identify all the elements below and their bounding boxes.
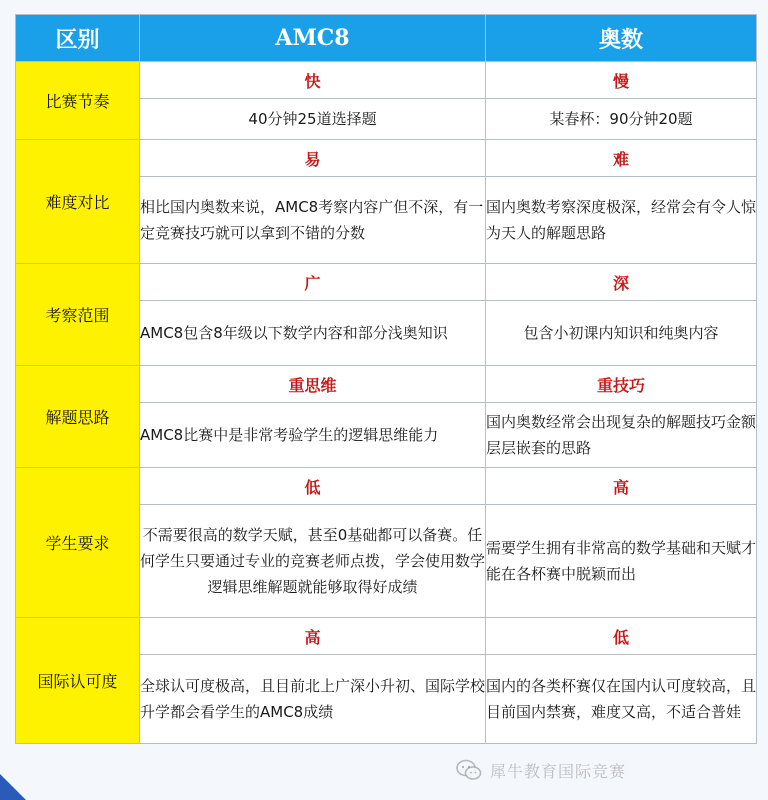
header-cell-olympiad: 奥数 [486,15,757,62]
olympiad-verdict: 高 [486,468,757,505]
amc8-verdict: 快 [140,62,486,99]
corner-decoration [0,774,26,800]
olympiad-verdict: 低 [486,618,757,655]
table-row [16,140,757,177]
amc8-verdict: 重思维 [140,366,486,403]
watermark-text: 犀牛教育国际竞赛 [490,761,627,781]
header-cell-difference: 区别 [16,15,140,62]
row-label: 考察范围 [16,264,140,366]
olympiad-detail: 国内奥数经常会出现复杂的解题技巧金额层层嵌套的思路 [486,403,757,468]
header-row [16,15,757,62]
amc8-detail: 不需要很高的数学天赋，甚至0基础都可以备赛。任何学生只要通过专业的竞赛老师点拨，学会使用数学逻辑思维解题就能够取得好成绩 [140,505,486,618]
olympiad-verdict: 慢 [486,62,757,99]
amc8-detail: AMC8包含8年级以下数学内容和部分浅奥知识 [140,301,486,366]
watermark [456,755,756,785]
table-row [16,264,757,301]
olympiad-verdict: 深 [486,264,757,301]
row-label: 学生要求 [16,468,140,618]
amc8-verdict: 易 [140,140,486,177]
row-label: 难度对比 [16,140,140,264]
amc8-verdict: 广 [140,264,486,301]
table-row [16,618,757,655]
olympiad-detail: 国内奥数考察深度极深，经常会有令人惊为天人的解题思路 [486,177,757,264]
comparison-table [15,14,757,744]
amc8-detail: 40分钟25道选择题 [140,99,486,140]
olympiad-verdict: 难 [486,140,757,177]
row-label: 国际认可度 [16,618,140,744]
amc8-detail: 相比国内奥数来说，AMC8考察内容广但不深，有一定竞赛技巧就可以拿到不错的分数 [140,177,486,264]
olympiad-detail: 国内的各类杯赛仅在国内认可度较高，且目前国内禁赛，难度又高，不适合普娃 [486,655,757,744]
amc8-verdict: 低 [140,468,486,505]
amc8-detail: AMC8比赛中是非常考验学生的逻辑思维能力 [140,403,486,468]
amc8-detail: 全球认可度极高，且目前北上广深小升初、国际学校升学都会看学生的AMC8成绩 [140,655,486,744]
header-cell-amc8: AMC8 [140,15,486,62]
olympiad-detail: 包含小初课内知识和纯奥内容 [486,301,757,366]
olympiad-detail: 需要学生拥有非常高的数学基础和天赋才能在各杯赛中脱颖而出 [486,505,757,618]
olympiad-verdict: 重技巧 [486,366,757,403]
table-row [16,366,757,403]
amc8-verdict: 高 [140,618,486,655]
table-row [16,62,757,99]
row-label: 解题思路 [16,366,140,468]
table-row [16,468,757,505]
row-label: 比赛节奏 [16,62,140,140]
olympiad-detail: 某春杯：90分钟20题 [486,99,757,140]
wechat-icon [456,759,482,781]
